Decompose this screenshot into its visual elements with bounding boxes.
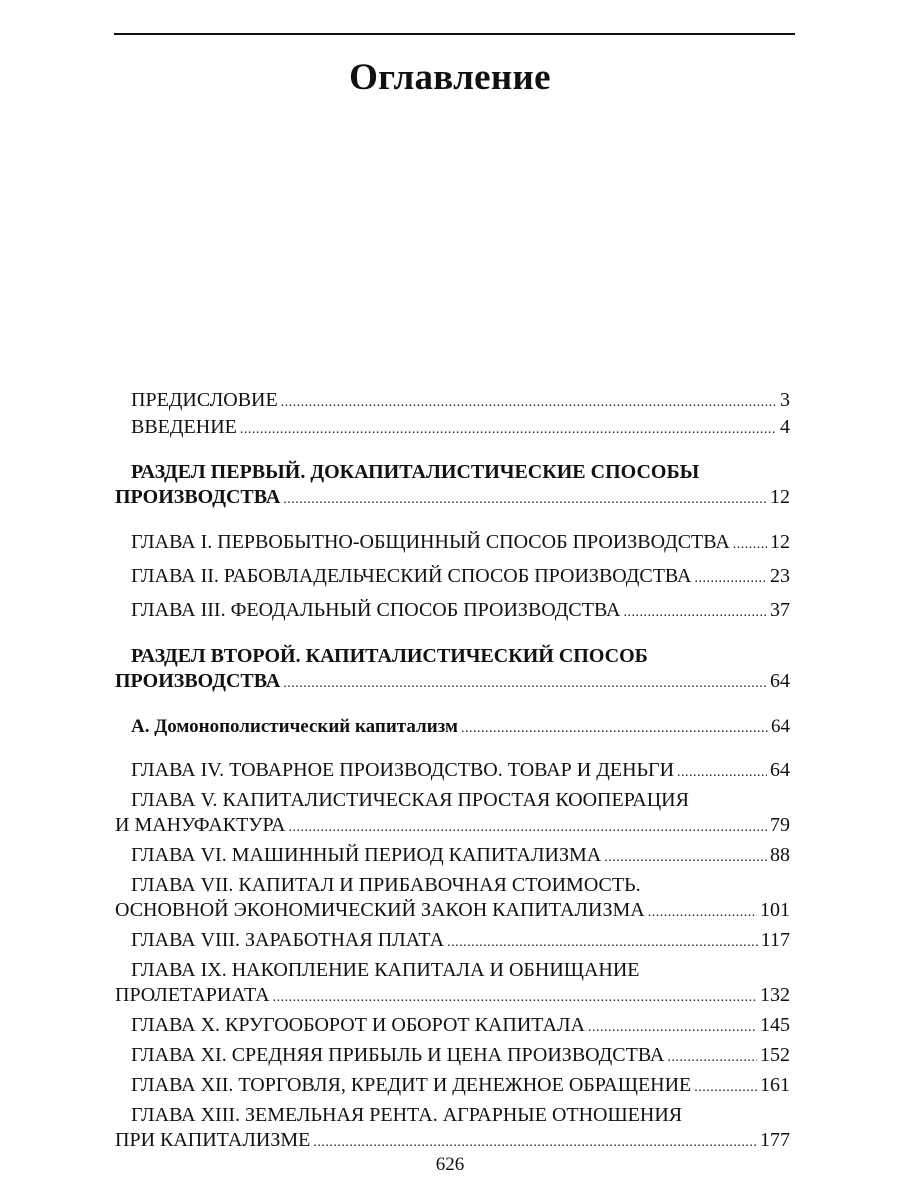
toc-entry-title-line: ПРОЛЕТАРИАТА xyxy=(115,984,270,1006)
toc-page-number: 64 xyxy=(770,759,790,781)
dot-leader xyxy=(604,845,767,870)
page-title: Оглавление xyxy=(349,57,551,98)
dot-leader xyxy=(733,532,767,557)
page-number: 626 xyxy=(435,1154,465,1175)
toc-entry-vvedenie[interactable] xyxy=(115,415,790,442)
toc-page-number: 145 xyxy=(760,1014,790,1036)
toc-entry-glava-5[interactable] xyxy=(115,788,790,840)
table-of-contents xyxy=(115,388,790,1155)
toc-entry-title: ГЛАВА VI. МАШИННЫЙ ПЕРИОД КАПИТАЛИЗМА xyxy=(131,844,602,866)
toc-entry-title: ПРЕДИСЛОВИЕ xyxy=(131,389,278,411)
toc-entry-glava-6[interactable] xyxy=(115,843,790,870)
dot-leader xyxy=(461,717,768,741)
dot-leader xyxy=(447,930,758,955)
toc-page-number: 4 xyxy=(780,416,790,438)
dot-leader xyxy=(694,1075,757,1100)
toc-page-number: 117 xyxy=(760,929,790,951)
toc-entry-title-line: ПРОИЗВОДСТВА xyxy=(115,486,281,508)
toc-entry-title-line: ОСНОВНОЙ ЭКОНОМИЧЕСКИЙ ЗАКОН КАПИТАЛИЗМА xyxy=(115,899,645,921)
toc-page-number: 12 xyxy=(770,531,790,553)
toc-entry-glava-12[interactable] xyxy=(115,1073,790,1100)
dot-leader xyxy=(281,390,777,415)
toc-entry-title: А. Домонополистический капитализм xyxy=(131,716,458,737)
toc-page-number: 79 xyxy=(770,814,790,836)
toc-entry-razdel-2[interactable] xyxy=(115,644,790,696)
dot-leader xyxy=(667,1045,757,1070)
toc-page-number: 64 xyxy=(770,670,790,692)
dot-leader xyxy=(283,487,767,512)
toc-page-number: 132 xyxy=(760,984,790,1006)
toc-entry-title-line: ГЛАВА VII. КАПИТАЛ И ПРИБАВОЧНАЯ СТОИМОСТЬ. xyxy=(131,874,641,896)
dot-leader xyxy=(648,900,757,925)
dot-leader xyxy=(623,600,767,625)
toc-entry-glava-10[interactable] xyxy=(115,1013,790,1040)
toc-entry-glava-3[interactable] xyxy=(115,598,790,625)
toc-entry-title: ГЛАВА II. РАБОВЛАДЕЛЬЧЕСКИЙ СПОСОБ ПРОИЗВОДСТВА xyxy=(131,565,692,587)
dot-leader xyxy=(289,815,768,840)
toc-entry-glava-9[interactable] xyxy=(115,958,790,1010)
toc-entry-glava-11[interactable] xyxy=(115,1043,790,1070)
dot-leader xyxy=(588,1015,757,1040)
toc-entry-razdel-1[interactable] xyxy=(115,460,790,512)
toc-entry-title: ВВЕДЕНИЕ xyxy=(131,416,237,438)
toc-page-number: 177 xyxy=(760,1129,790,1151)
dot-leader xyxy=(283,671,767,696)
toc-entry-title: ГЛАВА XII. ТОРГОВЛЯ, КРЕДИТ И ДЕНЕЖНОЕ ОБРАЩЕНИЕ xyxy=(131,1074,692,1096)
toc-entry-title-line: ГЛАВА XIII. ЗЕМЕЛЬНАЯ РЕНТА. АГРАРНЫЕ ОТНОШЕНИЯ xyxy=(131,1104,683,1126)
toc-entry-title-line: ГЛАВА V. КАПИТАЛИСТИЧЕСКАЯ ПРОСТАЯ КООПЕРАЦИЯ xyxy=(131,789,689,811)
dot-leader xyxy=(240,417,777,442)
toc-entry-glava-4[interactable] xyxy=(115,758,790,785)
toc-entry-title: ГЛАВА I. ПЕРВОБЫТНО-ОБЩИННЫЙ СПОСОБ ПРОИЗВОДСТВА xyxy=(131,531,730,553)
dot-leader xyxy=(694,566,767,591)
toc-entry-title-line: И МАНУФАКТУРА xyxy=(115,814,286,836)
toc-entry-title: ГЛАВА X. КРУГООБОРОТ И ОБОРОТ КАПИТАЛА xyxy=(131,1014,585,1036)
top-rule xyxy=(114,33,795,35)
toc-page-number: 12 xyxy=(770,486,790,508)
toc-page-number: 161 xyxy=(760,1074,790,1096)
toc-entry-glava-8[interactable] xyxy=(115,928,790,955)
toc-entry-section-a[interactable] xyxy=(115,715,790,741)
toc-page-number: 152 xyxy=(760,1044,790,1066)
toc-entry-glava-7[interactable] xyxy=(115,873,790,925)
dot-leader xyxy=(313,1130,757,1155)
dot-leader xyxy=(273,985,757,1010)
toc-entry-predislovie[interactable] xyxy=(115,388,790,415)
toc-entry-title: ГЛАВА IV. ТОВАРНОЕ ПРОИЗВОДСТВО. ТОВАР И ДЕНЬГИ xyxy=(131,759,675,781)
toc-entry-title: ГЛАВА III. ФЕОДАЛЬНЫЙ СПОСОБ ПРОИЗВОДСТВА xyxy=(131,599,621,621)
dot-leader xyxy=(677,760,767,785)
toc-entry-glava-13[interactable] xyxy=(115,1103,790,1155)
toc-entry-title: ГЛАВА VIII. ЗАРАБОТНАЯ ПЛАТА xyxy=(131,929,445,951)
toc-page-number: 64 xyxy=(771,716,790,737)
toc-page-number: 23 xyxy=(770,565,790,587)
toc-page-number: 88 xyxy=(770,844,790,866)
toc-page-number: 3 xyxy=(780,389,790,411)
toc-entry-title-line: ПРОИЗВОДСТВА xyxy=(115,670,281,692)
toc-entry-glava-2[interactable] xyxy=(115,564,790,591)
toc-entry-glava-1[interactable] xyxy=(115,530,790,557)
toc-page-number: 101 xyxy=(760,899,790,921)
toc-entry-title-line: ПРИ КАПИТАЛИЗМЕ xyxy=(115,1129,311,1151)
toc-entry-title-line: ГЛАВА IX. НАКОПЛЕНИЕ КАПИТАЛА И ОБНИЩАНИЕ xyxy=(131,959,640,981)
toc-entry-title-line: РАЗДЕЛ ВТОРОЙ. КАПИТАЛИСТИЧЕСКИЙ СПОСОБ xyxy=(131,645,648,667)
toc-page-number: 37 xyxy=(770,599,790,621)
toc-entry-title-line: РАЗДЕЛ ПЕРВЫЙ. ДОКАПИТАЛИСТИЧЕСКИЕ СПОСОБЫ xyxy=(131,461,700,483)
toc-entry-title: ГЛАВА XI. СРЕДНЯЯ ПРИБЫЛЬ И ЦЕНА ПРОИЗВОДСТВА xyxy=(131,1044,665,1066)
